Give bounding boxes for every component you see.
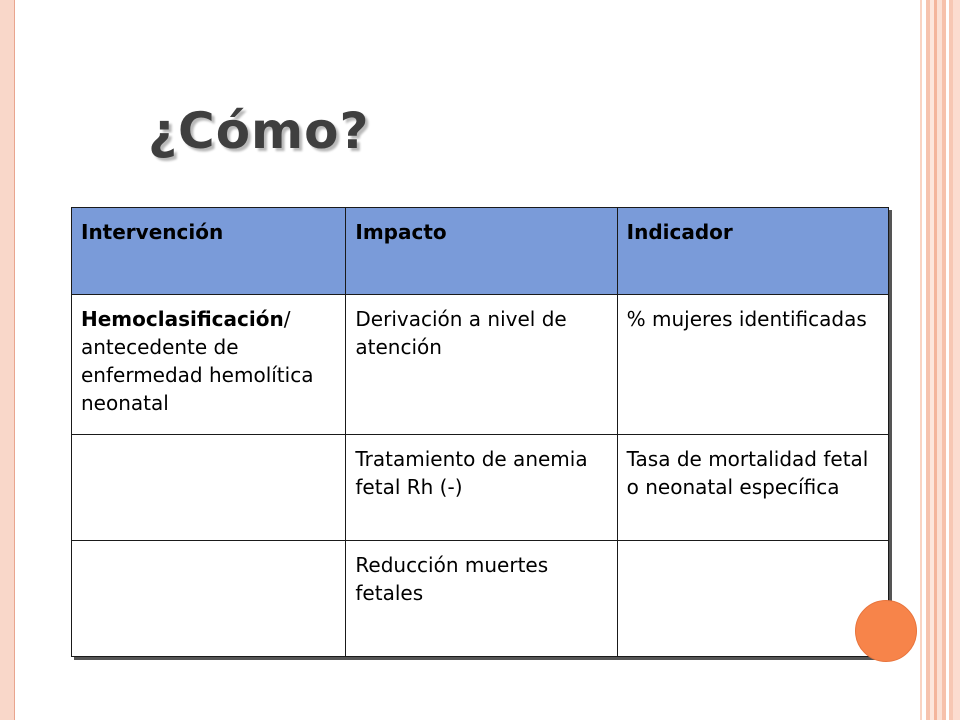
cell-intervencion [72, 541, 346, 657]
cell-indicador: Tasa de mortalidad fetal o neonatal específica [617, 435, 888, 541]
header-impacto: Impacto [346, 208, 617, 295]
decorative-circle [855, 600, 917, 662]
cell-indicador [617, 541, 888, 657]
cell-impacto: Tratamiento de anemia fetal Rh (-) [346, 435, 617, 541]
cell-intervencion [72, 435, 346, 541]
table-row [72, 541, 889, 657]
slide-title: ¿Cómo? [148, 102, 370, 160]
cell-impacto: Derivación a nivel de atención [346, 295, 617, 435]
table-header-row [72, 208, 889, 295]
header-intervencion: Intervención [72, 208, 346, 295]
cell-intervencion [72, 295, 346, 435]
cell-intervencion-bold: Hemoclasificación [81, 307, 284, 331]
slide-left-border [0, 0, 15, 720]
slide-right-border [920, 0, 960, 720]
cell-indicador: % mujeres identificadas [617, 295, 888, 435]
cell-impacto: Reducción muertes fetales [346, 541, 617, 657]
header-indicador: Indicador [617, 208, 888, 295]
cell-intervencion-rest: / antecedente de enfermedad hemolítica neonatal [81, 307, 314, 415]
table-row [72, 435, 889, 541]
table-row [72, 295, 889, 435]
intervention-table [71, 207, 889, 657]
